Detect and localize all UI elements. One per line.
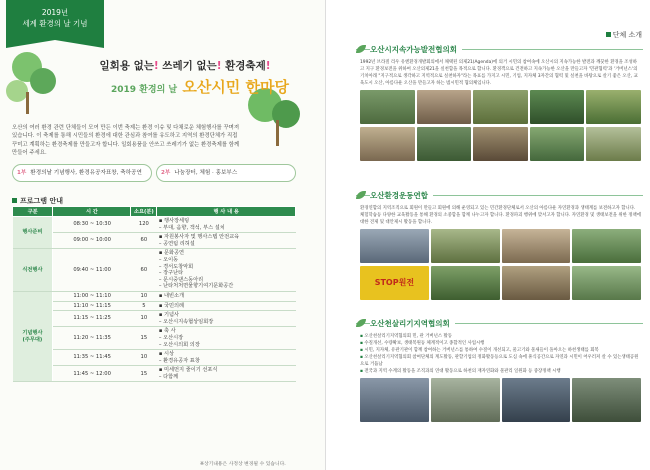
content-cell: ▪ 자원봉사자 및 행사스텝 안전교육 – 공연팀 리허설 [157, 233, 296, 249]
section-osancheon-council [326, 318, 650, 422]
content-cell: ▪ 시상 – 환경유공자 표창 [157, 350, 296, 366]
event-photo [586, 127, 641, 161]
minutes-cell: 15 [131, 327, 157, 350]
event-photo [586, 90, 641, 124]
photo-row [360, 127, 641, 161]
col-content: 행 사 내 용 [157, 207, 296, 217]
category-cell: 식전행사 [13, 249, 53, 292]
minutes-cell: 10 [131, 291, 157, 301]
tree-trunk [276, 120, 279, 146]
list-item: ▪ 수질개선, 수량확보, 생태복원등 체계적이고 종합적인 사업시행 [360, 341, 485, 346]
section-text: 1992년 브라질 리우 유엔환경개발회의에서 채택된 의제21(Agenda)에 의거 시민의 참여속에 오산시의 지속가능한 발전과 깨끗한 환경을 조성하고 지구 환경보전을 위하여 오산의제21을 실천함을 목적으로 합니다. 환경객으로 건전하고 지속가능한 오산을 만들고자 '민관협력'과 '거버넌스'의 기치아래 "지구적으로 생각하고 지역적으로 실천하자"라는 목표를 가지고 시민, 기업, 지자체 3자간의 협력 및 실천을 바탕으로 살기 좋은 오산, 교육도시 오산, 아름다운 오산을 만들고자 하는 범시민적 협의체입니다. [360, 60, 638, 86]
content-cell: ▪ 행사장세팅 – 부대, 음향, 객석, 부스 설치 [157, 217, 296, 233]
col-time: 시 간 [53, 207, 131, 217]
section-text: 환경연합의 지역조직으로 회원이 만들고 회원에 의해 운영되고 있는 민간환경단체로서 오산의 아름다운 자연환경과 생태계를 보전하고자 합니다. 체험학습등 다양한 교육활동을 통해 환경의 소중함을 함께 나누고자 합니다. 환경파괴 행위에 맞서고자 합니다. 자연환경 및 생태보전을 위한 정책에 대한 견제 및 대안제시 활동을 합니다. [360, 206, 642, 225]
time-cell: 09:00 ~ 10:00 [53, 233, 131, 249]
section-env-movement [326, 190, 650, 300]
list-item: ▪ 오산천살리기지역협의회 참여단체의 계도활동, 관할기업의 정화활동등으로 도심 속에 휴식공간으로 자연과 시민이 어우러져 살 수 있는생태공원으로 거듭남 [360, 355, 639, 367]
table-row [13, 249, 296, 292]
content-cell: ▪ 미세먼지 줄이기 선포식 – 다함께 [157, 366, 296, 382]
watermark-logo-icon [539, 443, 553, 457]
program-table [12, 206, 296, 382]
content-cell: ▪ 국민의례 [157, 301, 296, 311]
part1-box: 1부 환경의날 기념행사, 환경유공자표창, 축하공연 [12, 164, 152, 182]
ribbon-label: 세계 환경의 날 기념 [22, 19, 88, 28]
minutes-cell: 120 [131, 217, 157, 233]
photo-row [360, 378, 641, 422]
time-cell: 08:30 ~ 10:30 [53, 217, 131, 233]
table-row [13, 350, 296, 366]
table-row [13, 217, 296, 233]
schedule-note: ※상기내용은 사정상 변경될 수 있습니다. [200, 462, 286, 467]
event-photo [572, 378, 641, 422]
event-photo [473, 127, 528, 161]
minutes-cell: 5 [131, 301, 157, 311]
section-title: 오산환경운동연합 [370, 190, 433, 201]
ribbon-year: 2019년 [41, 8, 69, 17]
minutes-cell: 60 [131, 249, 157, 292]
content-cell: ▪ 내빈소개 [157, 291, 296, 301]
photo-row [360, 90, 641, 124]
photo-row [360, 266, 641, 300]
time-cell: 11:15 ~ 11:25 [53, 311, 131, 327]
event-photo [530, 127, 585, 161]
list-item: ▪ 시민, 지자체, 유관기관이 함께 참여하는 거버넌스를 통하여 수질이 개선되고, 물고기와 물새들이 돌아오는 하천생태를 회복 [360, 348, 599, 353]
table-row [13, 327, 296, 350]
content-cell: ▪ 기념사 – 오산시지속협상임회장 [157, 311, 296, 327]
event-photo [572, 229, 641, 263]
right-page [325, 0, 650, 470]
section-title: 오산시지속가능발전협의회 [370, 44, 462, 55]
event-photo [530, 90, 585, 124]
section-list [360, 333, 641, 375]
category-cell: 기념행사 (주무대) [13, 291, 53, 382]
content-cell: ▪ 문화공연 – 오이동 – 경서도창악회 – 장구난타 – 문시중댄스동아리 – 난타처처면물향기여기문화공간 [157, 249, 296, 292]
event-photo [360, 229, 429, 263]
event-photo [431, 229, 500, 263]
table-row [13, 301, 296, 311]
program-title: 프로그램 안내 [12, 196, 63, 206]
section-title: 오산천살리기지역협의회 [370, 318, 455, 329]
section-sustainable-council [326, 44, 650, 161]
photo-row [360, 229, 641, 263]
time-cell: 11:45 ~ 12:00 [53, 366, 131, 382]
list-item: ▪ 오산천살리기지역협의회 민, 관 거버넌스 활동 [360, 334, 452, 339]
event-photo [431, 378, 500, 422]
tree-icon [30, 68, 56, 94]
event-ribbon [6, 0, 104, 40]
event-photo [360, 378, 429, 422]
time-cell: 11:00 ~ 11:10 [53, 291, 131, 301]
event-photo [502, 378, 571, 422]
leaf-icon [356, 45, 366, 53]
org-intro-header: 단체 소개 [606, 30, 642, 40]
table-row [13, 366, 296, 382]
table-row [13, 233, 296, 249]
tree-trunk [26, 92, 29, 114]
time-cell: 11:10 ~ 11:15 [53, 301, 131, 311]
event-photo [431, 266, 500, 300]
list-item: ▪ 전국과 지역 수계의 활동을 조직과의 연대 활동으로 하천의 재자연화와 물관리 일원화 등 중장정책 시행 [360, 369, 561, 374]
table-row [13, 311, 296, 327]
content-cell: ▪ 축 사 – 오산시장 – 오산시의회 의장 [157, 327, 296, 350]
event-photo [502, 229, 571, 263]
time-cell: 09:40 ~ 11:00 [53, 249, 131, 292]
slogan: 일회용 없는! 쓰레기 없는! 환경축제! [99, 60, 271, 72]
tree-icon [6, 80, 28, 102]
event-photo [572, 266, 641, 300]
minutes-cell: 10 [131, 311, 157, 327]
event-title: 2019 환경의 날 오산시민 한마당 [111, 78, 289, 96]
event-photo [473, 90, 528, 124]
event-photo [417, 127, 472, 161]
leaf-icon [356, 191, 366, 199]
leaf-icon [356, 319, 366, 327]
event-photo [360, 127, 415, 161]
news-watermark: 경기인뉴스 [539, 437, 638, 460]
event-photo [502, 266, 571, 300]
time-cell: 11:20 ~ 11:35 [53, 327, 131, 350]
event-photo [417, 90, 472, 124]
intro-text: 오산의 여러 환경 관련 단체들이 모여 만든 이번 축제는 환경 이슈 및 다채로운 체험행사를 꾸며져 있습니다. 이 축제를 통해 시민들의 환경에 대한 관심과 참여를 유도하고 지역의 환경단체가 직접 꾸미고 계획하는 환경축제를 만들고자 합니다. 일회용품을 안쓰고 쓰레기가 없는 환경축제를 함께 만들어 주세요. [12, 125, 240, 157]
time-cell: 11:35 ~ 11:45 [53, 350, 131, 366]
part2-box: 2부 나눔장터, 체험 · 홍보부스 [156, 164, 296, 182]
minutes-cell: 60 [131, 233, 157, 249]
minutes-cell: 15 [131, 366, 157, 382]
stop-nuclear-banner-photo: STOP원전 [360, 266, 429, 300]
col-category: 구분 [13, 207, 53, 217]
col-minutes: 소요(분) [131, 207, 157, 217]
minutes-cell: 10 [131, 350, 157, 366]
category-cell: 행사준비 [13, 217, 53, 249]
table-row [13, 291, 296, 301]
event-photo [360, 90, 415, 124]
